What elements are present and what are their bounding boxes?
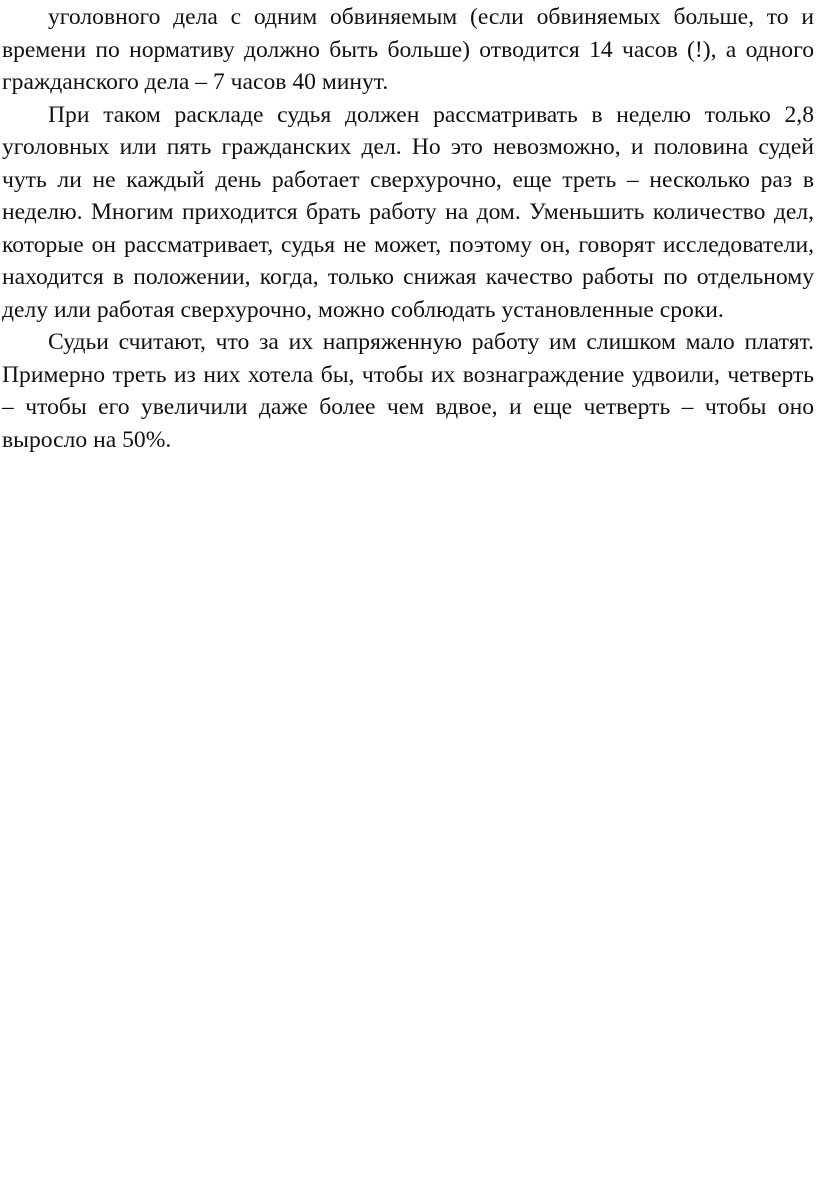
paragraph-1: уголовного дела с одним обвиняемым (если обвиняемых больше, то и времени по нормативу должно быть больше) отводится 14 часов (!), а одного гражданского дела – 7 часов 40 минут. [2, 4, 814, 95]
paragraph-2: При таком раскладе судья должен рассматривать в неделю только 2,8 уголовных или пять гражданских дел. Но это невозможно, и половина судей чуть ли не каждый день работает сверхурочно, еще треть – несколько раз в неделю. Многим приходится брать работу на дом. Уменьшить количество дел, которые он рассматривает, судья не может, поэтому он, говорят исследователи, находится в положении, когда, только снижая качество работы по отдельному делу или работая сверхурочно, можно соблюдать установленные сроки. [2, 101, 814, 323]
paragraph-3: Судьи считают, что за их напряженную работу им слишком мало платят. Примерно треть из них хотела бы, чтобы их вознаграждение удвоили, четверть – чтобы его увеличили даже более чем вдвое, и еще четверть – чтобы оно выросло на 50%. [2, 329, 814, 453]
